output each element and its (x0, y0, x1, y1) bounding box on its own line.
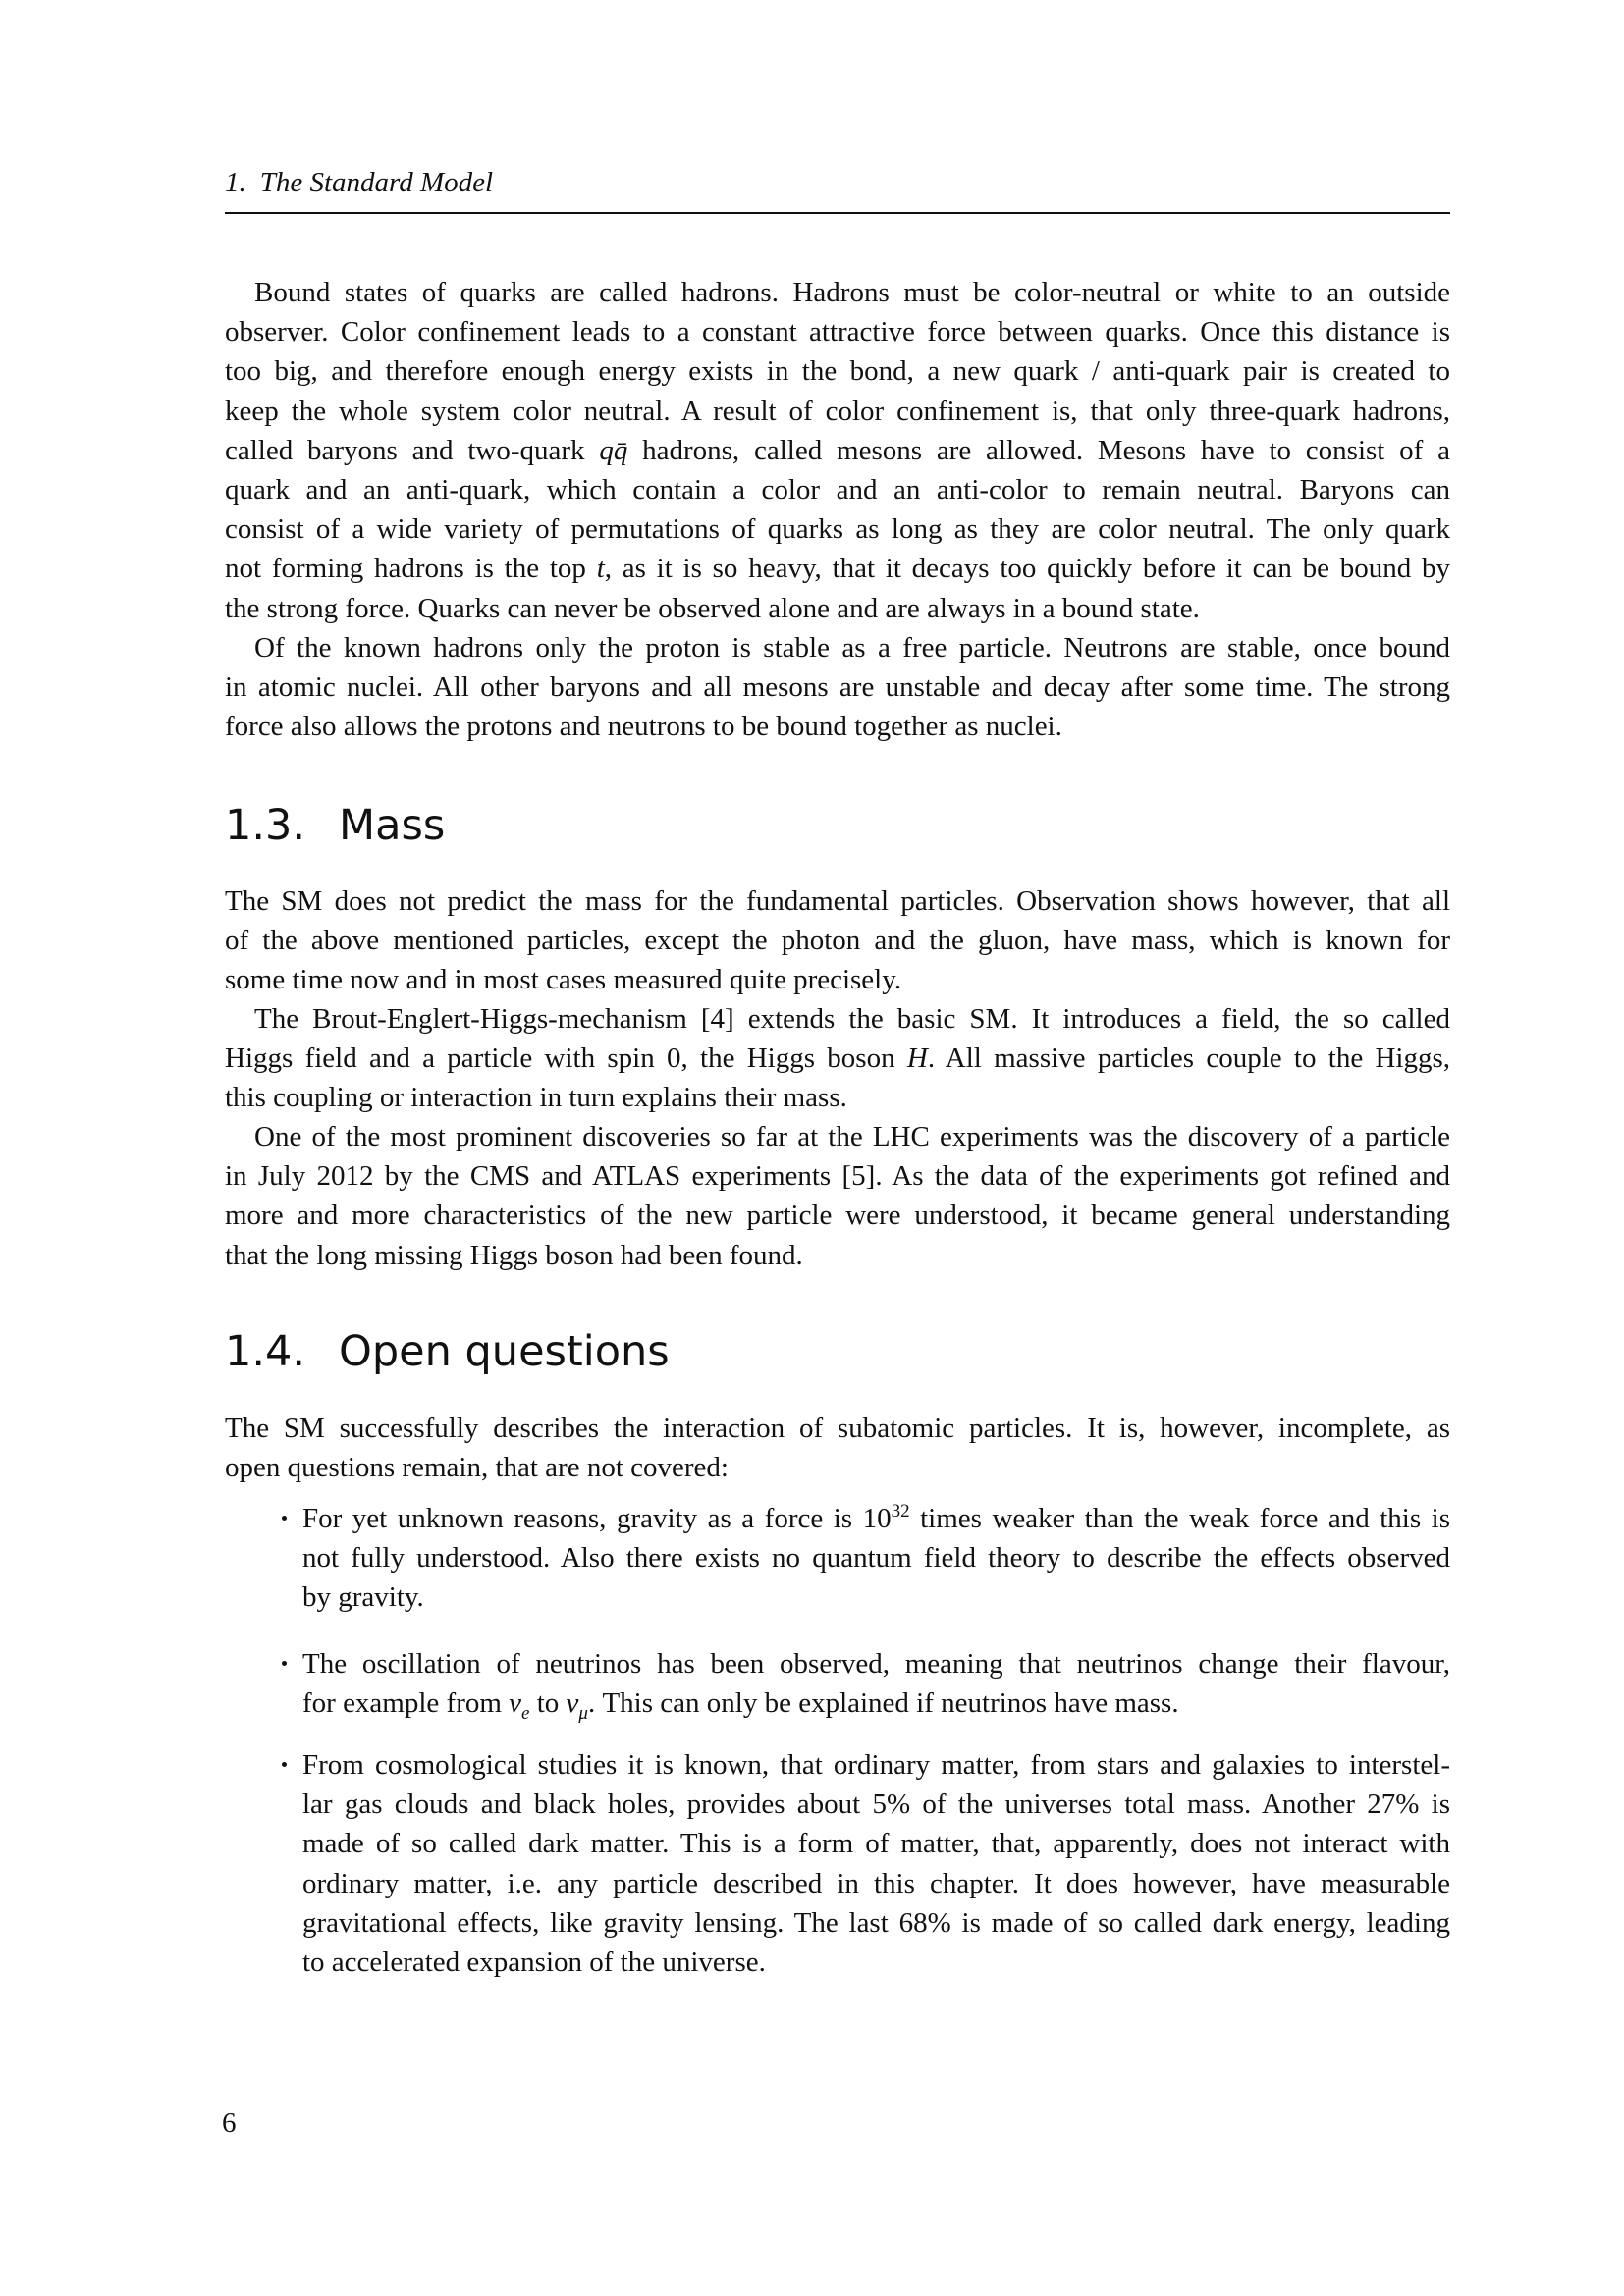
math-symbol: ν (566, 1687, 579, 1720)
section-title: Mass (339, 801, 446, 850)
paragraph-line: that the long missing Higgs boson had been found. (225, 1239, 803, 1271)
list-item-line: gravitational effects, like gravity lensing. The last 68% is made of so called dark energy, leading (302, 1906, 1450, 1939)
paragraph-line: Higgs field and a particle with spin 0, the Higgs boson H. All massive particles couple to the Higgs, (225, 1042, 1451, 1075)
section-number: 1.3. (225, 801, 306, 850)
page-number: 6 (222, 2108, 237, 2139)
section-title: Open questions (339, 1327, 670, 1376)
math-symbol: ν (509, 1687, 522, 1720)
section-heading-open-questions (225, 1327, 670, 1376)
paragraph-line: in atomic nuclei. All other baryons and all mesons are unstable and decay after some time. The strong (225, 671, 1450, 704)
list-item-line: From cosmological studies it is known, that ordinary matter, from stars and galaxies to interstel- (302, 1749, 1450, 1781)
paragraph-line: consist of a wide variety of permutations of quarks as long as they are color neutral. The only quark (225, 513, 1450, 546)
list-item-line: to accelerated expansion of the universe. (302, 1947, 766, 1978)
bullet-icon (281, 1515, 291, 1524)
section-number: 1.4. (225, 1327, 306, 1376)
section-heading-mass (225, 801, 445, 850)
paragraph-line: some time now and in most cases measured quite precisely. (225, 964, 902, 996)
paragraph-line: The SM does not predict the mass for the fundamental particles. Observation shows however, that all (225, 885, 1450, 917)
paragraph-line: One of the most prominent discoveries so far at the LHC experiments was the discovery of a particle (254, 1121, 1450, 1152)
header-rule (225, 212, 1450, 214)
bullet-icon (281, 1761, 291, 1771)
list-item-line: The oscillation of neutrinos has been observed, meaning that neutrinos change their flavour, (302, 1648, 1450, 1680)
paragraph-line: not forming hadrons is the top t, as it is so heavy, that it decays too quickly before it can be bound by (225, 553, 1450, 585)
chapter-number: 1. (225, 167, 246, 198)
math-symbol: H (906, 1042, 928, 1075)
list-item-line: lar gas clouds and black holes, provides about 5% of the universes total mass. Another 27% is (302, 1789, 1450, 1821)
running-header (225, 165, 493, 200)
paragraph-line: more and more characteristics of the new particle were understood, it became general understanding (225, 1200, 1450, 1232)
superscript: 32 (891, 1501, 910, 1522)
list-item-line: For yet unknown reasons, gravity as a force is $10^{32}$ times weaker than the weak force and this is (302, 1501, 1450, 1534)
paragraph-line: too big, and therefore enough energy exists in the bond, a new quark / anti-quark pair is created to (225, 355, 1450, 388)
paragraph-line: keep the whole system color neutral. A result of color confinement is, that only three-quark hadrons, (225, 395, 1450, 427)
paragraph-line: The SM successfully describes the interaction of subatomic particles. It is, however, incomplete, as (225, 1413, 1450, 1444)
paragraph-line: Bound states of quarks are called hadrons. Hadrons must be color-neutral or white to an outside (254, 277, 1450, 308)
paragraph-line: of the above mentioned particles, except the photon and the gluon, have mass, which is known for (225, 925, 1450, 957)
paragraph-line: observer. Color confinement leads to a constant attractive force between quarks. Once this distance is (225, 316, 1450, 348)
paragraph-line: quark and an anti-quark, which contain a color and an anti-color to remain neutral. Baryons can (225, 474, 1450, 506)
list-item-line: made of so called dark matter. This is a form of matter, that, apparently, does not interact with (302, 1828, 1450, 1860)
math-subscript: e (521, 1703, 530, 1725)
paragraph-line: called baryons and two-quark qq̄ hadrons, called mesons are allowed. Mesons have to consist of a (225, 434, 1450, 466)
paragraph-line: this coupling or interaction in turn explains their mass. (225, 1082, 847, 1114)
list-item-line: ordinary matter, i.e. any particle described in this chapter. It does however, have measurable (302, 1867, 1450, 1899)
math-symbol: t (596, 553, 605, 585)
bullet-icon (281, 1660, 291, 1670)
paragraph-line: force also allows the protons and neutrons to be bound together as nuclei. (225, 711, 1062, 743)
math-subscript: μ (578, 1703, 588, 1725)
paragraph-line: open questions remain, that are not covered: (225, 1452, 729, 1484)
math-symbol: qq̄ (599, 434, 628, 466)
paragraph-line: in July 2012 by the CMS and ATLAS experiments [5]. As the data of the experiments got refined and (225, 1160, 1450, 1193)
paragraph-line: The Brout-Englert-Higgs-mechanism [4] extends the basic SM. It introduces a field, the so called (254, 1003, 1450, 1035)
paragraph-line: the strong force. Quarks can never be observed alone and are always in a bound state. (225, 592, 1200, 624)
paragraph-line: Of the known hadrons only the proton is stable as a free particle. Neutrons are stable, once bound (254, 632, 1450, 664)
list-item-line: by gravity. (302, 1581, 424, 1614)
list-item-line: not fully understood. Also there exists no quantum field theory to describe the effects observed (302, 1542, 1450, 1575)
list-item-line: for example from $\nu_e$ to $\nu_\mu$. This can only be explained if neutrinos have mass. (302, 1687, 1179, 1725)
chapter-title: The Standard Model (259, 167, 494, 198)
